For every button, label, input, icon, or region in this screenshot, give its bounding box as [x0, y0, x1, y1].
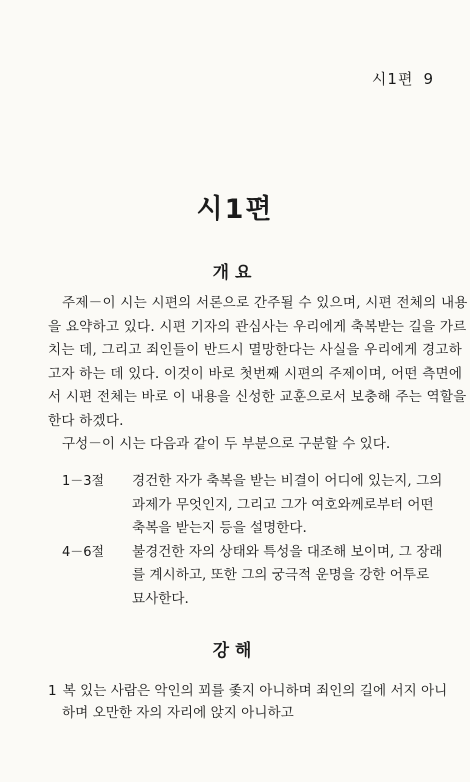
chapter-title: 시1편 — [196, 194, 274, 225]
theme-line: 한다 하겠다. — [48, 412, 124, 429]
description-line: 묘사한다. — [132, 590, 189, 607]
description-line: 축복을 받는지 등을 설명한다. — [132, 520, 307, 536]
description-line: 경건한 자가 축복을 받는 비결이 어디에 있는지, 그의 — [132, 473, 443, 489]
verse-number: 1 — [48, 683, 57, 699]
verse-line: 하며 오만한 자의 자리에 앉지 아니하고 — [62, 705, 294, 721]
page-number: 9 — [423, 70, 434, 88]
verse-text — [48, 680, 448, 724]
description-line: 를 계시하고, 또한 그의 궁극적 운명을 강한 어투로 — [132, 567, 430, 583]
description-line: 불경건한 자의 상태와 특성을 대조해 보이며, 그 장래 — [132, 543, 443, 560]
overview-heading: 개요 — [212, 263, 258, 283]
structure-description — [132, 470, 452, 541]
description-line: 과제가 무엇인지, 그리고 그가 여호와께로부터 어떤 — [132, 496, 434, 513]
running-head-title: 시1편 — [371, 70, 414, 88]
verse-range: 4－6절 — [62, 544, 105, 560]
running-head — [372, 68, 434, 89]
theme-line: 주제－이 시는 시편의 서론으로 간주될 수 있으며, 시편 전체의 내용 — [62, 295, 468, 311]
structure-list — [62, 470, 452, 611]
structure-description — [132, 541, 452, 612]
theme-line: 을 요약하고 있다. 시편 기자의 관심사는 우리에게 축복받는 길을 가르 — [48, 318, 467, 335]
structure-intro: 구성－이 시는 다음과 같이 두 부분으로 구분할 수 있다. — [62, 436, 391, 452]
verse-line — [48, 680, 448, 702]
exposition-heading: 강해 — [212, 641, 258, 661]
structure-item — [62, 470, 452, 541]
theme-paragraph — [48, 292, 468, 433]
theme-line: 서 시편 전체는 바로 이 내용을 신성한 교훈으로서 보충해 주는 역할을 — [48, 389, 467, 405]
verse-line-text: 복 있는 사람은 악인의 꾀를 좇지 아니하며 죄인의 길에 서지 아니 — [62, 683, 448, 699]
theme-line: 고자 하는 데 있다. 이것이 바로 첫번째 시편의 주제이며, 어떤 측면에 — [48, 365, 463, 382]
theme-line: 치는 데, 그리고 죄인들이 반드시 멸망한다는 사실을 우리에게 경고하 — [48, 342, 462, 358]
structure-item — [62, 541, 452, 612]
verse-range: 1－3절 — [62, 474, 105, 489]
